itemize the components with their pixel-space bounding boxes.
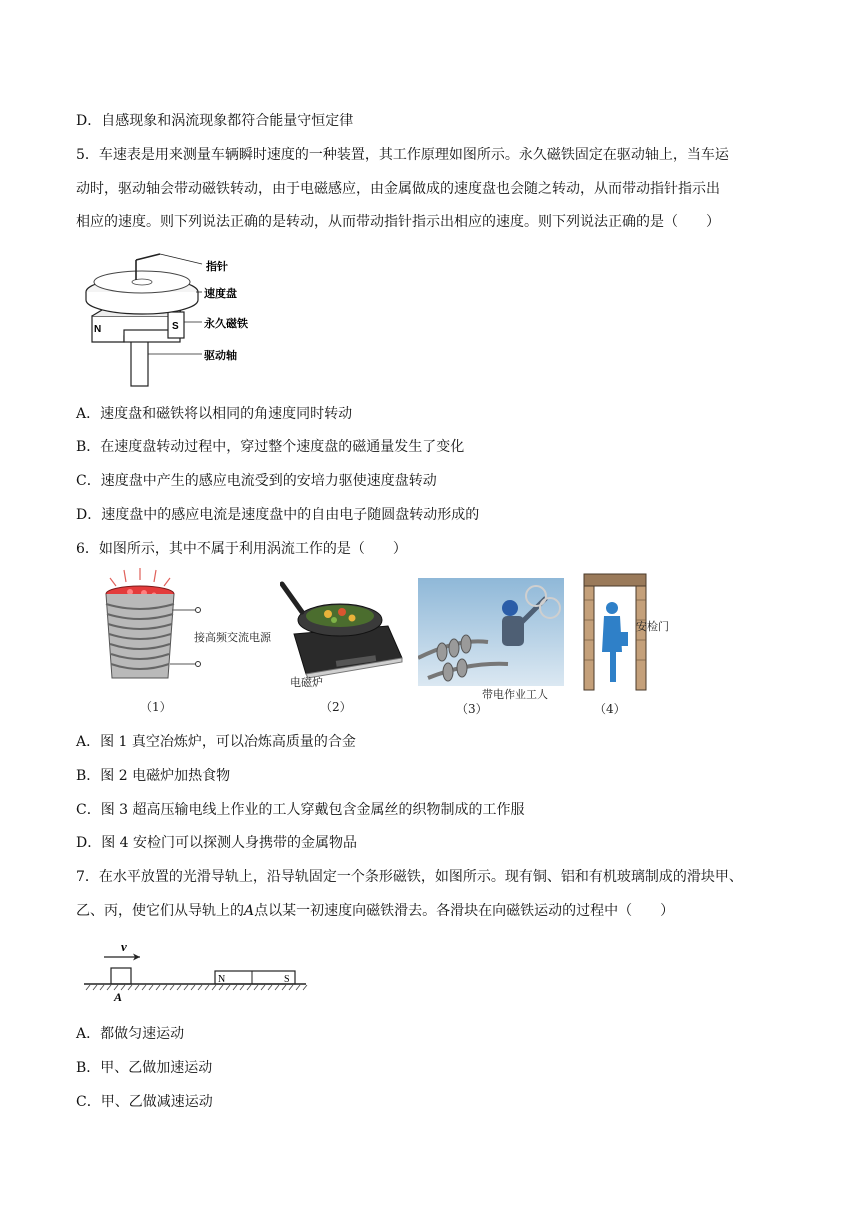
q5-option-c: C．速度盘中产生的感应电流受到的安培力驱使速度盘转动 xyxy=(76,473,437,489)
magnet-pole-s: S xyxy=(284,974,290,985)
q6-option-c: C．图 3 超高压输电线上作业的工人穿戴包含金属丝的织物制成的工作服 xyxy=(76,802,525,818)
q7-stem-line-1: 7．在水平放置的光滑导轨上，沿导轨固定一个条形磁铁，如图所示。现有铜、铝和有机玻璃制成的滑块甲、 xyxy=(76,869,743,885)
fig4-number: （4） xyxy=(594,702,626,716)
q7-stem-line-2-b: 点以某一初速度向磁铁滑去。各滑块在向磁铁运动的过程中（ ） xyxy=(254,903,675,919)
fig4-caption: 安检门 xyxy=(636,620,669,633)
fig1-number: （1） xyxy=(140,700,172,714)
q7-option-b: B．甲、乙做加速运动 xyxy=(76,1060,213,1076)
drive-shaft xyxy=(131,340,148,386)
fig1-caption: 接高频交流电源 xyxy=(194,631,271,644)
speedometer-diagram xyxy=(80,244,300,390)
label-drive-shaft: 驱动轴 xyxy=(204,349,237,362)
q6-option-d: D．图 4 安检门可以探测人身携带的金属物品 xyxy=(76,835,358,851)
q7-stem-line-2 xyxy=(76,901,674,921)
q5-stem-line-1: 5．车速表是用来测量车辆瞬时速度的一种装置，其工作原理如图所示。永久磁铁固定在驱动轴上，当车运 xyxy=(76,147,729,163)
q7-stem-line-2-a: 乙、丙，使它们从导轨上的 xyxy=(76,903,244,919)
rail-magnet-diagram xyxy=(80,938,312,1004)
velocity-label: v xyxy=(121,939,127,954)
fig2-number: （2） xyxy=(320,700,352,714)
q7-option-a: A．都做匀速运动 xyxy=(76,1026,185,1042)
fig3-caption: 带电作业工人 xyxy=(482,688,548,701)
label-magnet: 永久磁铁 xyxy=(204,317,248,330)
vacuum-furnace-image xyxy=(92,566,292,686)
magnet-pole-s: S xyxy=(172,321,179,332)
q5-stem-line-3: 相应的速度。则下列说法正确的是转动，从而带动指针指示出相应的速度。则下列说法正确的是（ ） xyxy=(76,214,720,230)
q5-option-b: B．在速度盘转动过程中，穿过整个速度盘的磁通量发生了变化 xyxy=(76,439,465,455)
label-pointer: 指针 xyxy=(206,260,228,273)
live-line-worker-image xyxy=(418,578,564,686)
bar-magnet xyxy=(215,971,295,984)
q5-option-a: A．速度盘和磁铁将以相同的角速度同时转动 xyxy=(76,406,353,422)
label-speed-disk: 速度盘 xyxy=(204,287,237,300)
q6-option-b: B．图 2 电磁炉加热食物 xyxy=(76,768,231,784)
q7-option-c: C．甲、乙做减速运动 xyxy=(76,1094,213,1110)
q7-point-variable: A xyxy=(244,903,255,919)
point-a-label: A xyxy=(114,990,123,1004)
magnet-pole-n: N xyxy=(94,324,102,335)
q5-option-d: D．速度盘中的感应电流是速度盘中的自由电子随圆盘转动形成的 xyxy=(76,507,480,523)
magnet-pole-n: N xyxy=(218,974,226,985)
induction-cooker-image xyxy=(280,578,410,688)
q6-stem: 6．如图所示，其中不属于利用涡流工作的是（ ） xyxy=(76,541,407,557)
q5-stem-line-2: 动时，驱动轴会带动磁铁转动，由于电磁感应，由金属做成的速度盘也会随之转动，从而带动指针指示出 xyxy=(76,181,720,197)
q4-option-d: D．自感现象和涡流现象都符合能量守恒定律 xyxy=(76,113,354,129)
fig2-caption: 电磁炉 xyxy=(290,676,323,689)
slider-block xyxy=(111,968,131,984)
fig3-number: （3） xyxy=(456,702,488,716)
q6-option-a: A．图 1 真空冶炼炉，可以冶炼高质量的合金 xyxy=(76,734,356,750)
